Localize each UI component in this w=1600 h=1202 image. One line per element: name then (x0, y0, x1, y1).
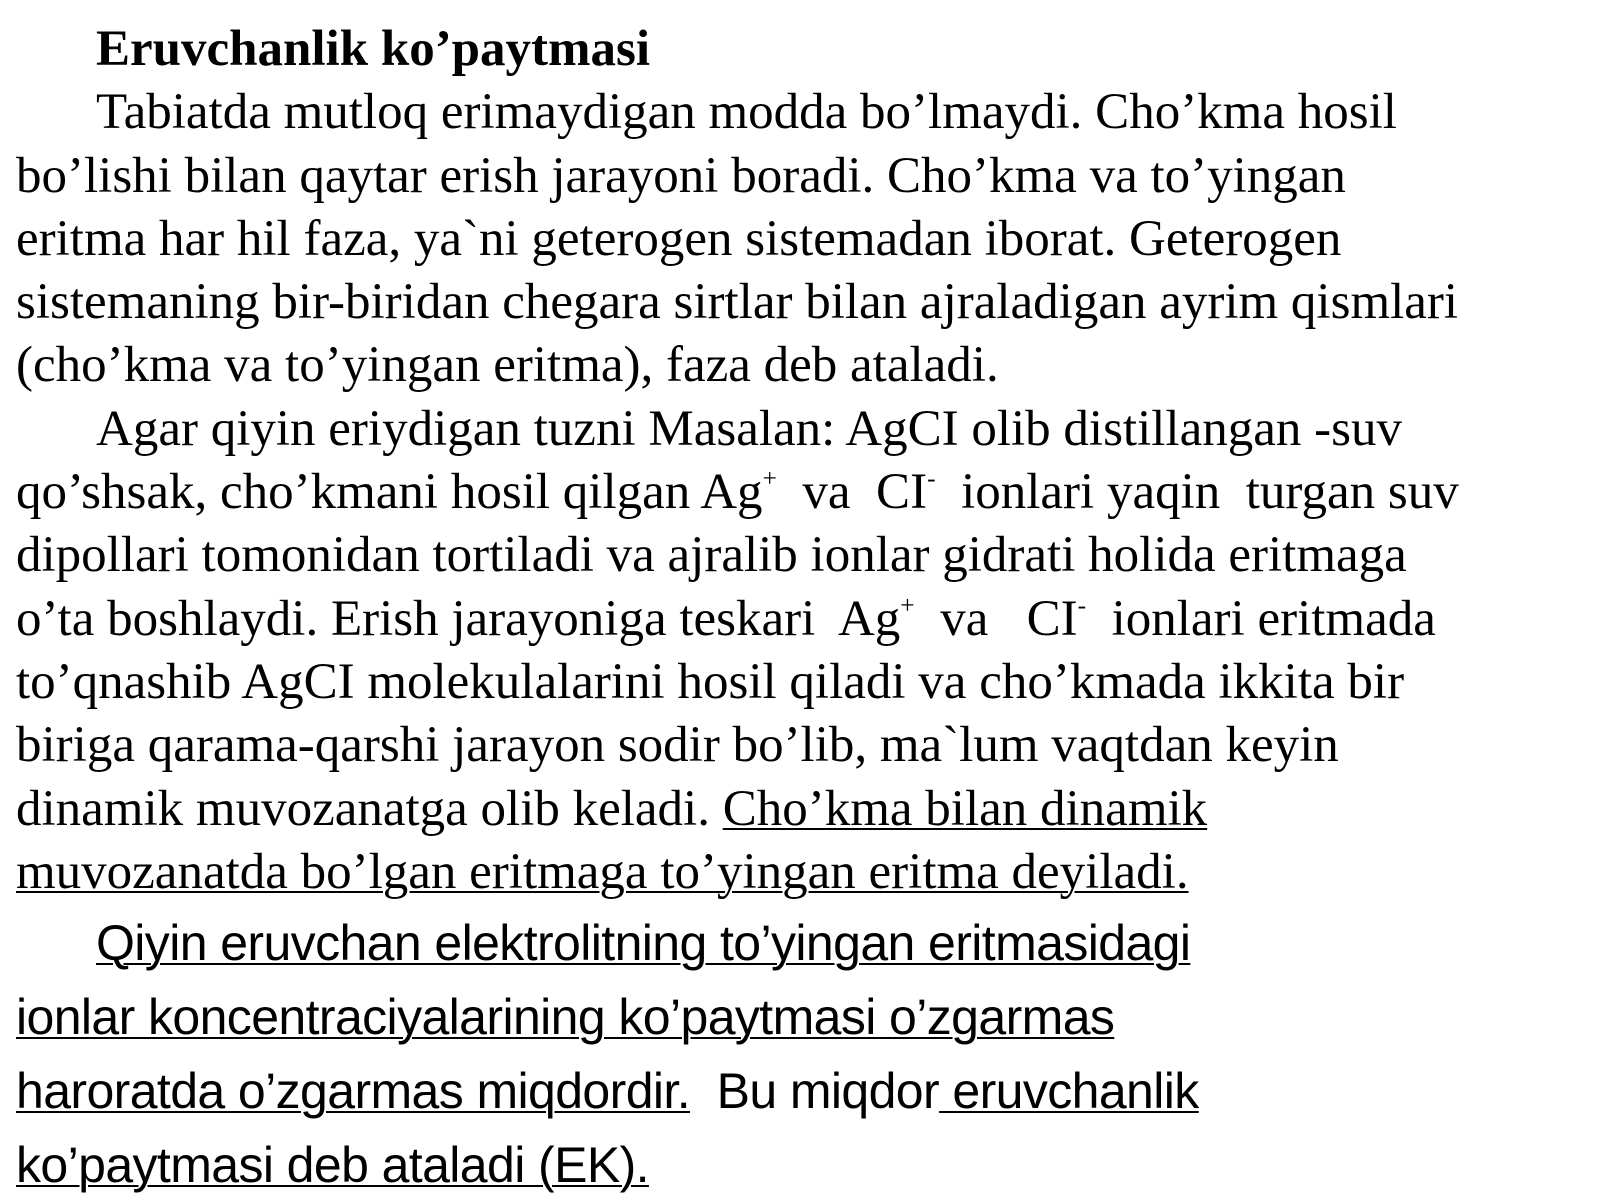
paragraph-line: (cho’kma va to’yingan eritma), faza deb ataladi. (16, 337, 999, 394)
paragraph-line: Tabiatda mutloq erimaydigan modda bo’lmaydi. Cho’kma hosil (96, 84, 1397, 141)
text-run: qo’shsak, cho’kmani hosil qilgan Ag (16, 464, 763, 521)
paragraph-agcl-equilibrium (16, 398, 1576, 904)
ion-charge-superscript: - (927, 463, 936, 493)
text-run: ionlari yaqin turgan suv (935, 464, 1459, 521)
underlined-term: ko’paytmasi deb ataladi (EK). (16, 1137, 649, 1194)
paragraph-line (16, 1128, 1576, 1202)
paragraph-line: to’qnashib AgCI molekulalarini hosil qiladi va cho’kmada ikkita bir (16, 653, 1405, 710)
underlined-term: eruvchanlik (939, 1063, 1199, 1120)
paragraph-line: dipollari tomonidan tortiladi va ajralib ionlar gidrati holida eritmaga (16, 527, 1407, 584)
document-page (16, 18, 1576, 1202)
underlined-definition: Cho’kma bilan dinamik (722, 780, 1208, 837)
paragraph-line (16, 906, 1576, 980)
text-run: va CI (914, 590, 1078, 647)
underlined-definition: Qiyin eruvchan elektrolitning to’yingan eritmasidagi (96, 915, 1191, 972)
paragraph-line: bo’lishi bilan qaytar erish jarayoni boradi. Cho’kma va to’yingan (16, 147, 1346, 204)
document-heading: Eruvchanlik ko’paytmasi (96, 21, 651, 77)
paragraph-line (16, 1054, 1576, 1128)
paragraph-line (16, 841, 1576, 904)
ion-charge-superscript: + (762, 463, 777, 493)
paragraph-line (16, 980, 1576, 1054)
paragraph-line: eritma har hil faza, ya`ni geterogen sistemadan iborat. Geterogen (16, 210, 1342, 267)
paragraph-line (16, 588, 1576, 651)
text-run: dinamik muvozanatga olib keladi. (16, 780, 723, 837)
underlined-definition: haroratda o’zgarmas miqdordir. (16, 1063, 690, 1120)
underlined-definition: muvozanatda bo’lgan eritmaga to’yingan eritma deyiladi. (16, 843, 1189, 900)
text-run: va CI (776, 464, 928, 521)
paragraph-line: biriga qarama-qarshi jarayon sodir bo’lib, ma`lum vaqtdan keyin (16, 717, 1339, 774)
paragraph-line: sistemaning bir-biridan chegara sirtlar bilan ajraladigan ayrim qismlari (16, 274, 1459, 331)
paragraph-line (16, 461, 1576, 524)
paragraph-solubility-product (16, 906, 1576, 1202)
paragraph-phase-definition (16, 81, 1576, 397)
ion-charge-superscript: - (1077, 590, 1087, 619)
text-run: Bu miqdor (690, 1063, 940, 1120)
paragraph-line (16, 778, 1576, 841)
text-run: o’ta boshlaydi. Erish jarayoniga teskari Ag (16, 590, 901, 647)
text-run: ionlari eritmada (1086, 590, 1436, 647)
underlined-definition: ionlar koncentraciyalarining ko’paytmasi o’zgarmas (16, 989, 1115, 1046)
ion-charge-superscript: + (900, 590, 915, 619)
paragraph-line: Agar qiyin eriydigan tuzni Masalan: AgCI olib distillangan -suv (96, 400, 1402, 457)
